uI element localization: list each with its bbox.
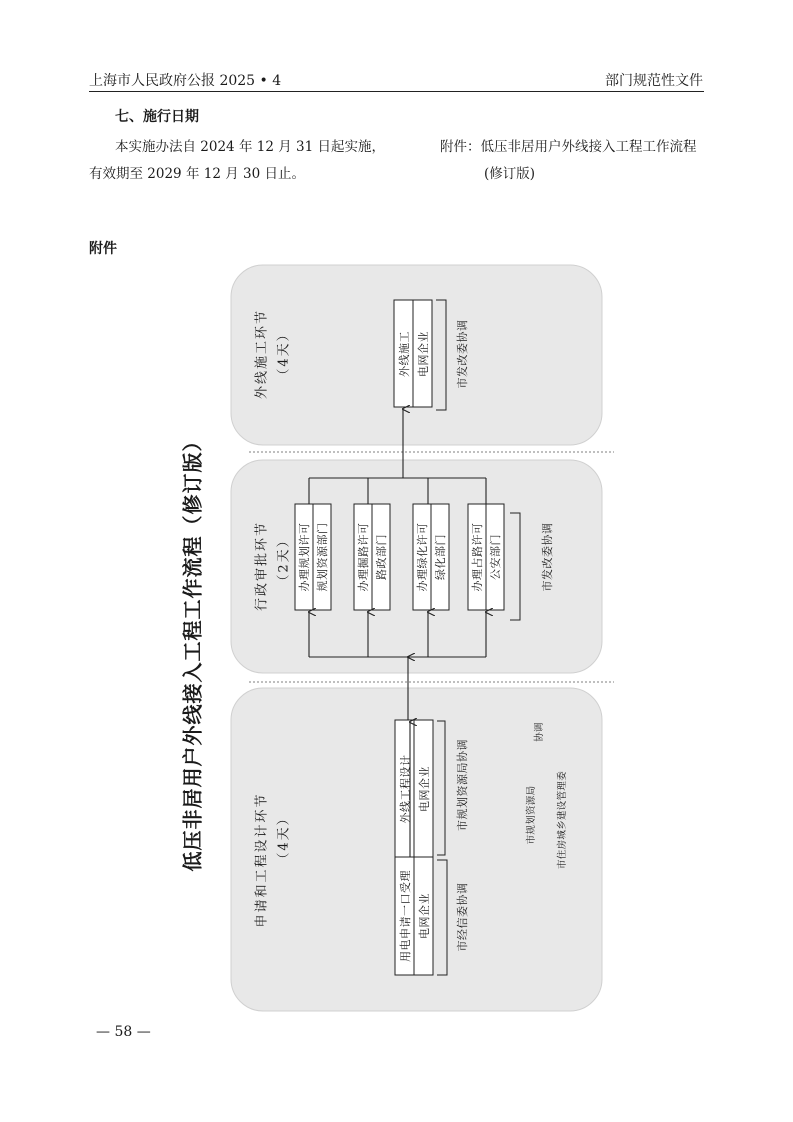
task-excavation-permit-org: 路政部门 xyxy=(375,534,388,580)
task-planning-permit-org: 规划资源部门 xyxy=(316,522,329,592)
stage-application-days: （4天） xyxy=(276,810,292,866)
coordinator-application: 市经信委协调 xyxy=(456,882,469,952)
page-number: — 58 — xyxy=(96,1024,151,1040)
stage-construction-name: 外线施工环节 xyxy=(254,308,270,400)
stage-approval-name: 行政审批环节 xyxy=(254,520,270,612)
task-road-permit-org: 公安部门 xyxy=(489,534,502,580)
coordinator-construction: 市发改委协调 xyxy=(456,319,469,389)
header-category: 部门规范性文件 xyxy=(605,73,703,89)
header-publication: 上海市人民政府公报 2025 • 4 xyxy=(89,73,282,89)
coordinator-extra-c: 市住房城乡建设管理委 xyxy=(557,770,568,870)
stage-approval-days: （2天） xyxy=(276,532,292,588)
task-application-label: 用电申请一口受理 xyxy=(399,870,412,962)
task-greening-permit-label: 办理绿化许可 xyxy=(416,522,429,592)
task-construction-org: 电网企业 xyxy=(417,331,430,377)
annex-note-line1: 附件：低压非居用户外线接入工程工作流程 xyxy=(440,139,697,155)
coordinator-approval: 市发改委协调 xyxy=(541,522,554,592)
coordinator-extra-b: 市规划资源局 xyxy=(526,785,537,845)
attachment-label: 附件 xyxy=(89,241,117,257)
task-construction-label: 外线施工 xyxy=(398,331,411,377)
task-planning-permit-label: 办理规划许可 xyxy=(298,522,311,592)
annex-note-line2: (修订版) xyxy=(484,166,536,182)
stage-application-name: 申请和工程设计环节 xyxy=(254,792,270,928)
task-greening-permit-org: 绿化部门 xyxy=(434,534,447,580)
flowchart-title: 低压非居用户外线接入工程工作流程（修订版） xyxy=(180,430,205,872)
stage-construction-days: （4天） xyxy=(276,326,292,382)
task-excavation-permit-label: 办理掘路许可 xyxy=(357,522,370,592)
task-application-org: 电网企业 xyxy=(418,893,431,939)
coordinator-design: 市规划资源局协调 xyxy=(456,739,469,831)
task-design-org: 电网企业 xyxy=(418,766,431,812)
task-design-label: 外线工程设计 xyxy=(399,754,412,824)
effective-date-line2: 有效期至 2029 年 12 月 30 日止。 xyxy=(89,166,305,182)
section-heading: 七、施行日期 xyxy=(115,109,199,125)
task-road-permit-label: 办理占路许可 xyxy=(471,522,484,592)
effective-date-line1: 本实施办法自 2024 年 12 月 31 日起实施， xyxy=(115,139,385,155)
coordinator-extra-a: 协调 xyxy=(534,722,545,742)
